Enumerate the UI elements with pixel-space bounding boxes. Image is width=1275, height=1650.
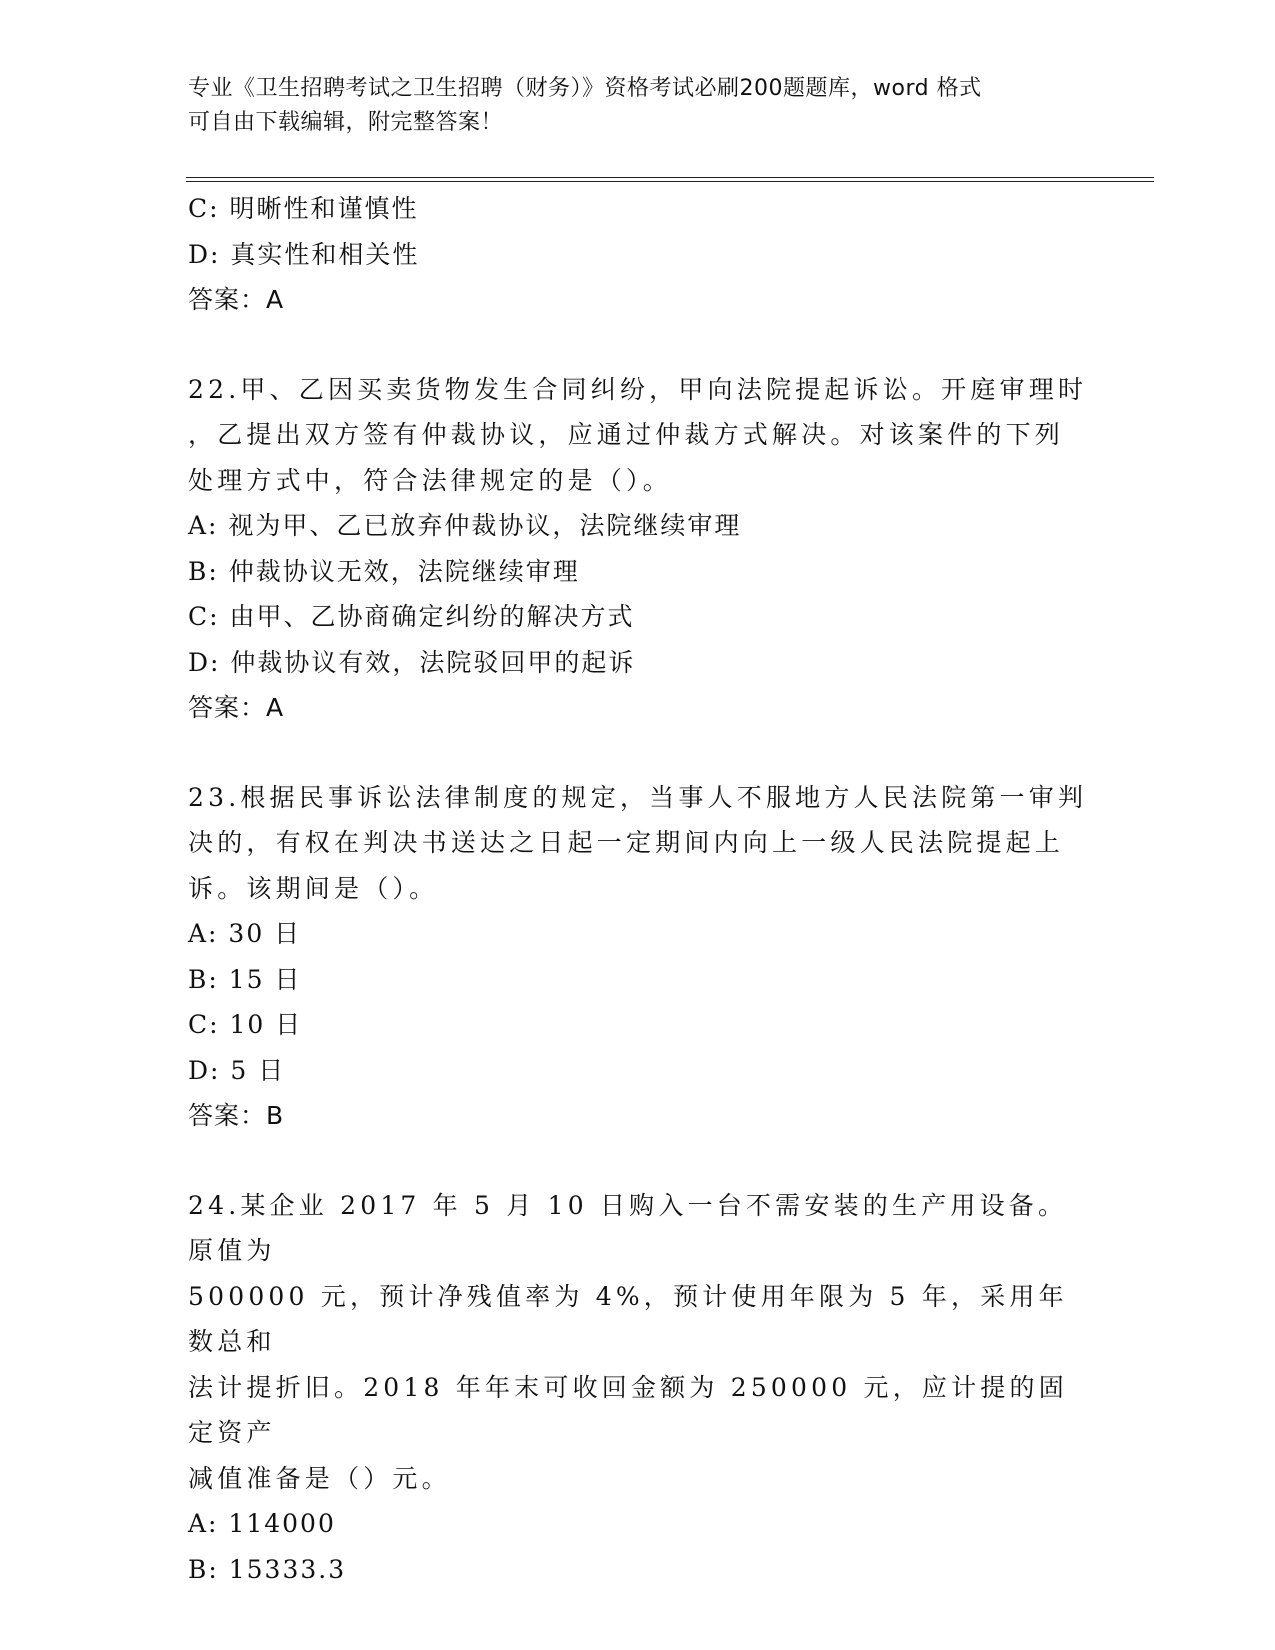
question-text [188,775,1088,912]
option-d: D: 仲裁协议有效，法院驳回甲的起诉 [188,647,636,677]
document-header [188,72,1088,140]
option-b: B: 15 日 [188,964,302,994]
header-line-1: 专业《卫生招聘考试之卫生招聘（财务）》资格考试必刷200题题库，word 格式 [188,76,982,101]
option-a: A: 视为甲、乙已放弃仲裁协议，法院继续审理 [188,511,742,540]
question-list [188,186,1088,1592]
answer-text: 答案：A [188,693,285,722]
question-text-line: 500000 元，预计净残值率为 4%，预计使用年限为 5 年，采用年数总和 [188,1281,1068,1356]
option-c: C: 由甲、乙协商确定纠纷的解决方式 [188,602,635,631]
option-d: D: 5 日 [188,1055,286,1085]
option-a: A: 114000 [188,1509,336,1538]
question-text-line: 处理方式中，符合法律规定的是（）。 [188,465,672,495]
question-text-line: ，乙提出双方签有仲裁协议，应通过仲裁方式解决。对该案件的下列 [188,420,1065,449]
question-text-line: 23.根据民事诉讼法律制度的规定，当事人不服地方人民法院第一审判 [188,782,1088,812]
option-d: D: 真实性和相关性 [188,239,420,269]
spacer [188,1139,1088,1183]
option-a: A: 30 日 [188,919,302,948]
header-divider [186,177,1154,182]
question-block-24 [188,1183,1088,1593]
question-text [188,1183,1088,1502]
option-b: B: 仲裁协议无效，法院继续审理 [188,556,580,586]
spacer [188,731,1088,775]
question-block-23 [188,775,1088,1139]
header-line-2: 可自由下载编辑，附完整答案！ [188,110,504,135]
option-c: C: 明晰性和谨慎性 [188,194,419,223]
spacer [188,323,1088,367]
question-block-22 [188,367,1088,731]
option-c: C: 10 日 [188,1010,303,1039]
option-b: B: 15333.3 [188,1554,347,1584]
question-text-line: 减值准备是（）元。 [188,1463,451,1493]
question-text-line: 诉。该期间是（）。 [188,873,439,903]
question-text-line: 决的，有权在判决书送达之日起一定期间内向上一级人民法院提起上 [188,828,1065,857]
answer-text: 答案：A [188,285,285,314]
question-text-line: 22.甲、乙因买卖货物发生合同纠纷，甲向法院提起诉讼。开庭审理时 [188,374,1088,404]
question-text-line: 24.某企业 2017 年 5 月 10 日购入一台不需安装的生产用设备。原值为 [188,1190,1068,1265]
question-text-line: 法计提折旧。2018 年年末可收回金额为 250000 元，应计提的固定资产 [188,1372,1068,1447]
answer-text: 答案：B [188,1101,285,1130]
question-block-21 [188,186,1088,323]
question-text [188,367,1088,504]
